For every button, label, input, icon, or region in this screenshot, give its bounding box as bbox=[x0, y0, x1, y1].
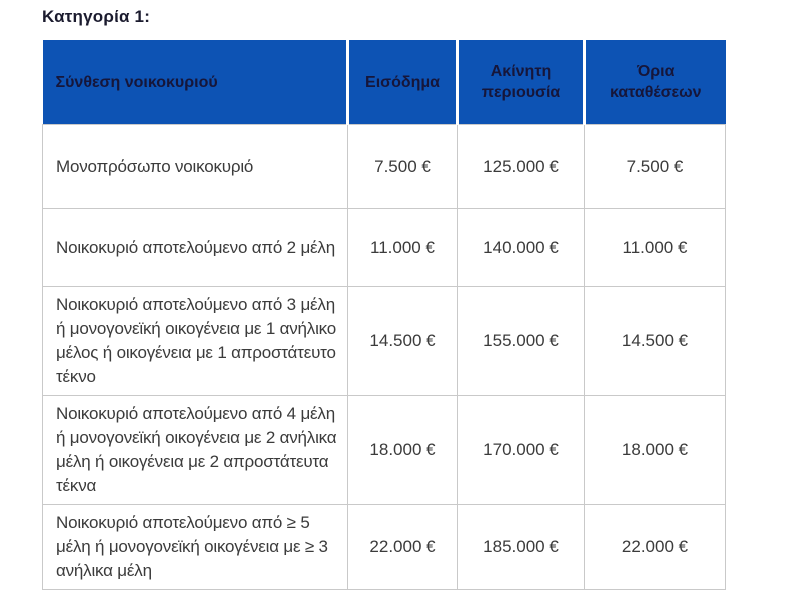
income-cell: 22.000 € bbox=[348, 505, 458, 590]
household-composition-cell: Νοικοκυριό αποτελούμενο από 4 μέλη ή μονογονεϊκή οικογένεια με 2 ανήλικα μέλη ή οικογένεια με 2 απροστάτευτα τέκνα bbox=[43, 396, 348, 505]
table-row bbox=[43, 396, 726, 505]
deposit-limit-cell: 18.000 € bbox=[585, 396, 726, 505]
deposit-limit-cell: 22.000 € bbox=[585, 505, 726, 590]
deposit-limit-cell: 11.000 € bbox=[585, 209, 726, 287]
real-estate-cell: 140.000 € bbox=[458, 209, 585, 287]
household-composition-cell: Μονοπρόσωπο νοικοκυριό bbox=[43, 125, 348, 209]
household-composition-cell: Νοικοκυριό αποτελούμενο από ≥ 5 μέλη ή μονογονεϊκή οικογένεια με ≥ 3 ανήλικα μέλη bbox=[43, 505, 348, 590]
income-cell: 18.000 € bbox=[348, 396, 458, 505]
real-estate-cell: 185.000 € bbox=[458, 505, 585, 590]
household-composition-cell: Νοικοκυριό αποτελούμενο από 3 μέλη ή μονογονεϊκή οικογένεια με 1 ανήλικο μέλος ή οικογένεια με 1 απροστάτευτο τέκνο bbox=[43, 287, 348, 396]
real-estate-cell: 170.000 € bbox=[458, 396, 585, 505]
column-header-income: Εισόδημα bbox=[348, 40, 458, 125]
category-1-criteria-table bbox=[42, 40, 726, 590]
column-header-deposit-limits: Όρια καταθέσεων bbox=[585, 40, 726, 125]
table-header-row bbox=[43, 40, 726, 125]
income-cell: 11.000 € bbox=[348, 209, 458, 287]
column-header-real-estate: Ακίνητη περιουσία bbox=[458, 40, 585, 125]
deposit-limit-cell: 7.500 € bbox=[585, 125, 726, 209]
table-row bbox=[43, 125, 726, 209]
table-row bbox=[43, 209, 726, 287]
deposit-limit-cell: 14.500 € bbox=[585, 287, 726, 396]
table-row bbox=[43, 287, 726, 396]
income-cell: 7.500 € bbox=[348, 125, 458, 209]
real-estate-cell: 155.000 € bbox=[458, 287, 585, 396]
income-cell: 14.500 € bbox=[348, 287, 458, 396]
household-composition-cell: Νοικοκυριό αποτελούμενο από 2 μέλη bbox=[43, 209, 348, 287]
column-header-household-composition: Σύνθεση νοικοκυριού bbox=[43, 40, 348, 125]
real-estate-cell: 125.000 € bbox=[458, 125, 585, 209]
table-row bbox=[43, 505, 726, 590]
page-title: Κατηγορία 1: bbox=[42, 7, 151, 26]
